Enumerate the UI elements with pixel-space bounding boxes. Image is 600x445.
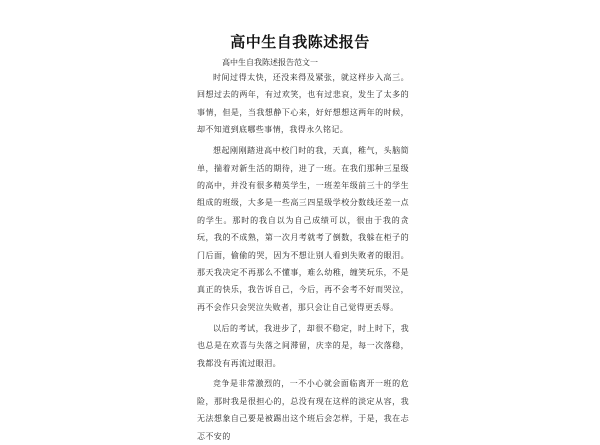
document-title: 高中生自我陈述报告 (230, 33, 370, 51)
paragraph-4: 竞争是非常激烈的，一不小心就会面临离开一班的危险，那时我是很担心的，总没有现在这样的淡定从容，我无法想象自己要是被踢出这个班后会怎样，于是，我在忐忑不安的 (197, 379, 409, 441)
paragraph-3: 以后的考试，我进步了，却很不稳定，时上时下，我也总是在欢喜与失落之间滞留，庆幸的是，每一次落稳，我都没有再流过眼泪。 (197, 323, 409, 368)
document-body (197, 69, 409, 445)
paragraph-2: 想起刚刚踏进高中校门时的我，天真，稚气，头脑简单，揣着对新生活的期待，进了一班。在我们那种三星级的高中，并没有很多精英学生，一班差年级前三十的学生组成的班级，大多是一些高三四星级学校分数线还差一点的学生。那时的我自以为自己成绩可以，很由于我的贪玩，我的不成熟，第一次月考就考了倒数，我躲在柜子的门后面，偷偷的哭，因为不想让别人看到失败者的眼泪。那天我决定不再那么不懂事，难么幼稚，缠笑玩乐，不是真正的快乐，我告诉自己，今后，再不会考不好而哭泣，再不会作只会哭泣失败者，那只会让自己觉得更丢辱。 (197, 146, 409, 312)
paragraph-1: 时间过得太快，还没来得及紧张，就这样步入高三。回想过去的两年，有过欢笑，也有过悲哀，发生了太多的事情，但是，当我想静下心来，好好想想这两年的时候，却不知道到底哪些事情，我得永久铭记。 (197, 73, 409, 135)
document-subtitle: 高中生自我陈述报告范文一 (222, 58, 318, 67)
